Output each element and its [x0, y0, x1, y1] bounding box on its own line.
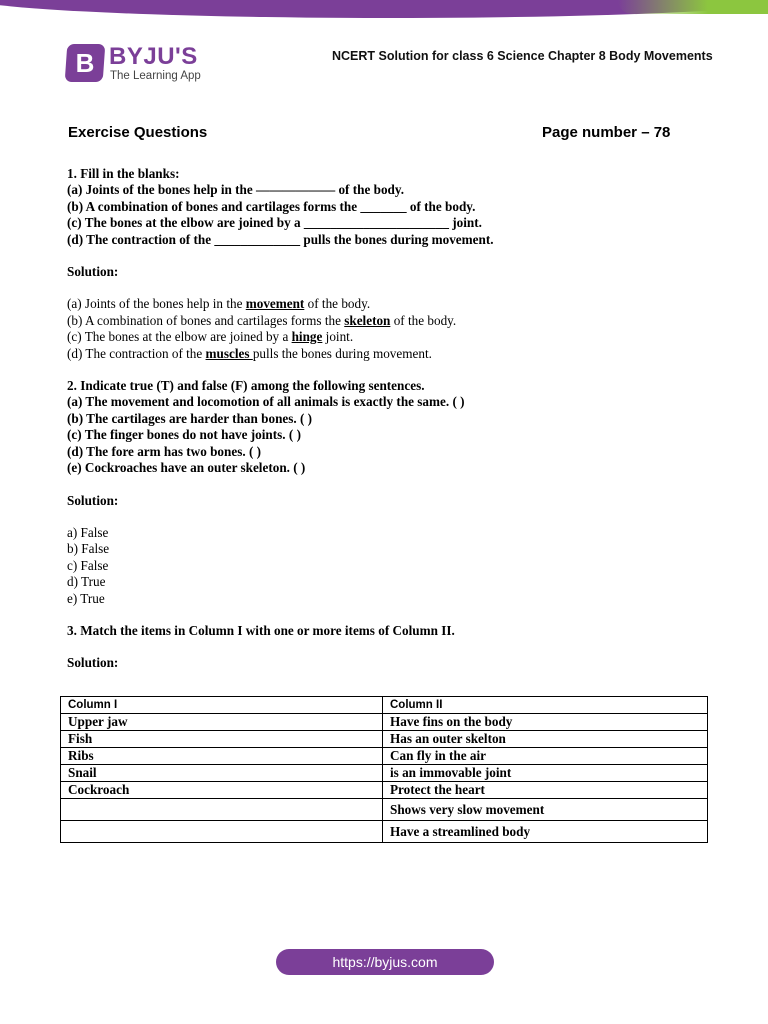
answer-text: (a) Joints of the bones help in the: [67, 296, 246, 312]
table-cell: Has an outer skelton: [383, 731, 708, 748]
footer-url-link[interactable]: https://byjus.com: [276, 949, 494, 975]
table-cell: Fish: [61, 731, 383, 748]
q2-answer: a) False: [67, 524, 109, 540]
table-row: [61, 821, 708, 843]
q1-answer: [67, 346, 707, 362]
q1-title: 1. Fill in the blanks:: [67, 166, 180, 181]
q1-answer: [67, 313, 707, 329]
table-row: [61, 748, 708, 765]
answer-text: (d) The contraction of the: [67, 345, 206, 361]
table-row: [61, 731, 708, 748]
logo-tagline: The Learning App: [110, 70, 201, 82]
answer-text: joint.: [322, 329, 354, 345]
answer-text: (c) The bones at the elbow are joined by a: [67, 329, 292, 345]
q2-title: 2. Indicate true (T) and false (F) among the following sentences.: [67, 378, 425, 394]
questions-content: [67, 166, 707, 672]
q2-solution-label: Solution:: [67, 492, 119, 508]
table-cell: Have a streamlined body: [383, 821, 708, 843]
q2-item: (e) Cockroaches have an outer skeleton. ( ): [67, 460, 306, 476]
table-cell: Cockroach: [61, 782, 383, 799]
q2-answer: e) True: [67, 590, 105, 606]
top-decorative-band: [0, 0, 768, 20]
table-cell: Protect the heart: [383, 782, 708, 799]
table-cell: Snail: [61, 765, 383, 782]
logo-letter: B: [75, 48, 95, 78]
q1-item: (a) Joints of the bones help in the —————— of the body.: [67, 182, 405, 198]
q1-item: (d) The contraction of the _____________ pulls the bones during movement.: [67, 231, 494, 247]
table-cell: Have fins on the body: [383, 714, 708, 731]
answer-text: of the body.: [390, 312, 457, 328]
answer-fill: movement: [245, 296, 305, 312]
answer-text: of the body.: [304, 296, 371, 312]
q1-item: (c) The bones at the elbow are joined by a ______________________ joint.: [67, 215, 482, 231]
answer-fill: skeleton: [344, 312, 391, 328]
q1-answer: [67, 296, 707, 312]
q3-text: Match the items in Column I with one or more items of Column II.: [76, 622, 455, 638]
q1-item: (b) A combination of bones and cartilages forms the _______ of the body.: [67, 198, 476, 214]
table-cell: Shows very slow movement: [383, 799, 708, 821]
q2-item: (a) The movement and locomotion of all animals is exactly the same. ( ): [67, 394, 465, 410]
table-row: [61, 714, 708, 731]
table-cell: [61, 821, 383, 843]
match-table: [60, 696, 708, 843]
table-row: [61, 799, 708, 821]
q2-answer: c) False: [67, 557, 109, 573]
table-row: [61, 782, 708, 799]
q3-number: 3.: [67, 622, 77, 638]
answer-text: (b) A combination of bones and cartilages forms the: [67, 312, 345, 328]
answer-fill: hinge: [291, 329, 323, 345]
q3-solution-label: Solution:: [67, 655, 119, 671]
document-title: NCERT Solution for class 6 Science Chapter 8 Body Movements: [332, 49, 713, 63]
q2-item: (d) The fore arm has two bones. ( ): [67, 443, 262, 459]
page-number: Page number – 78: [542, 124, 671, 141]
q2-answer: d) True: [67, 574, 106, 590]
table-header-row: [61, 697, 708, 714]
q1-solution-label: Solution:: [67, 264, 119, 280]
answer-fill: muscles: [205, 345, 253, 361]
logo-name: BYJU'S: [109, 43, 198, 70]
table-cell: Ribs: [61, 748, 383, 765]
q1-answer: [67, 329, 707, 345]
section-heading: Exercise Questions: [68, 124, 208, 141]
table-cell: [61, 799, 383, 821]
table-row: [61, 765, 708, 782]
q2-item: (b) The cartilages are harder than bones. ( ): [67, 410, 313, 426]
q2-item: (c) The finger bones do not have joints. ( ): [67, 427, 301, 443]
column-header: Column II: [383, 697, 708, 714]
column-header: Column I: [61, 697, 383, 714]
table-cell: Upper jaw: [61, 714, 383, 731]
answer-text: pulls the bones during movement.: [252, 345, 432, 361]
q2-answer: b) False: [67, 541, 110, 557]
q3-title: [67, 623, 707, 639]
top-band-green: [618, 0, 768, 14]
table-cell: Can fly in the air: [383, 748, 708, 765]
table-cell: is an immovable joint: [383, 765, 708, 782]
